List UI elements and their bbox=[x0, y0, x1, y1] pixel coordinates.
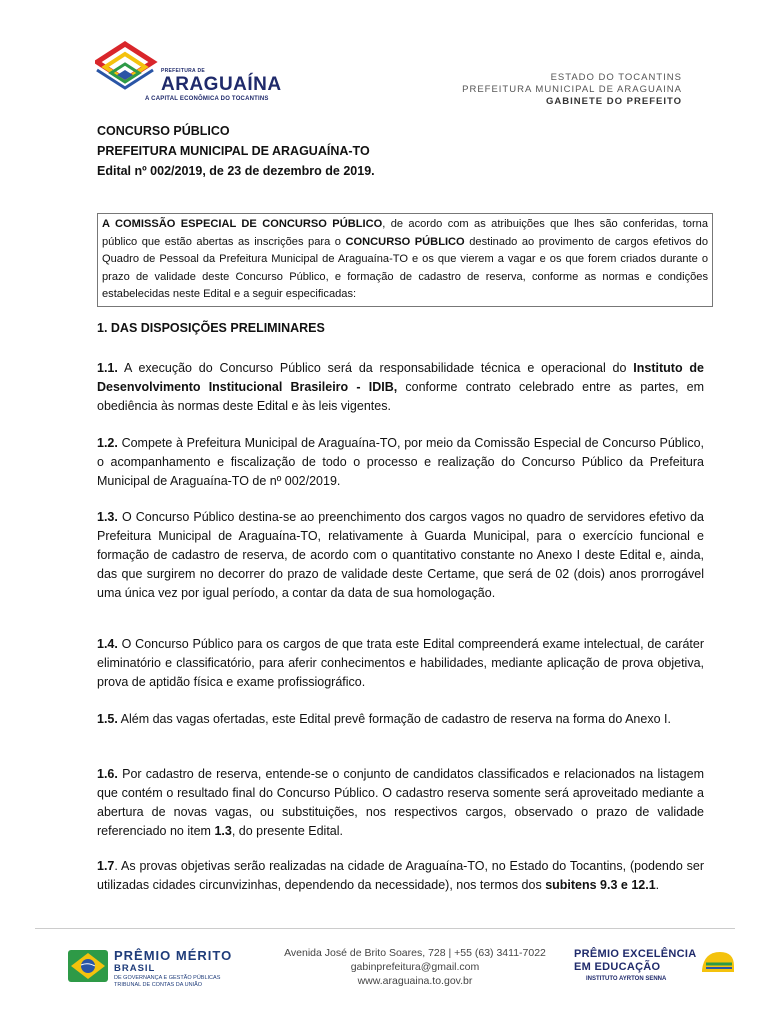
paragraph-text: O Concurso Público destina-se ao preenchimento dos cargos vagos no quadro de servidores efetivo da Prefeitura Municipal de Araguaína-TO, relativamente à Guarda Municipal, para o exercício funcional e formação de cadastro de reserva, de acordo com o quantitativo constante no Anexo I deste Edital e, ainda, das que surgirem no decorrer do prazo de validade deste Certame, que será de 02 (dois) anos prorrogável uma única vez por igual período, a contar da data de sua homologação. bbox=[97, 510, 704, 600]
logo-prefix: PREFEITURA DE bbox=[161, 68, 205, 74]
intro-text-2: destinado ao provimento de cargos efetivos do Quadro de Pessoal da Prefeitura Municipal de Araguaína-TO e os que vierem a vagar e os que forem criados durante o prazo de validade deste Concurso Público, e formação de cadastro de reserva, conforme as normas e condições estabelecidas neste Edital e a seguir especificadas: bbox=[102, 235, 708, 301]
helmet-icon bbox=[698, 948, 738, 978]
footer-email: gabinprefeitura@gmail.com bbox=[350, 961, 480, 973]
paragraph-number: 1.1. bbox=[97, 361, 118, 375]
paragraph-text: A execução do Concurso Público será da responsabilidade técnica e operacional do bbox=[117, 361, 634, 375]
paragraph-bold: subitens 9.3 e 12.1 bbox=[545, 878, 656, 892]
paragraph-text: Por cadastro de reserva, entende-se o conjunto de candidatos classificados e relacionados na listagem que contém o resultado final do Concurso Público. O cadastro reserva somente será aproveitado mediante a abertura de novas vagas, ou substituições, nos respectivos cargos, observado o prazo de validade referenciado no item bbox=[97, 767, 704, 838]
award-right-title: PRÊMIO EXCELÊNCIA bbox=[574, 948, 697, 960]
paragraph-text: . bbox=[655, 878, 660, 892]
header-office: GABINETE DO PREFEITO bbox=[546, 96, 682, 107]
paragraph-bold: 1.3 bbox=[214, 824, 232, 838]
paragraph-text: Compete à Prefeitura Municipal de Araguaína-TO, por meio da Comissão Especial de Concurso Público, o acompanhamento e fiscalização de todo o processo e realização do Concurso Público da Prefeitura Municipal de Araguaína-TO de nº 002/2019. bbox=[97, 436, 704, 488]
paragraph-1-5 bbox=[97, 710, 704, 729]
brazil-map-icon bbox=[66, 944, 110, 988]
paragraph-1-3 bbox=[97, 508, 704, 603]
paragraph-1-6 bbox=[97, 765, 704, 841]
footer-divider bbox=[35, 928, 735, 929]
intro-bold-commission: A COMISSÃO ESPECIAL DE CONCURSO PÚBLICO bbox=[102, 218, 383, 230]
city-logo bbox=[95, 40, 285, 106]
section-heading: 1. DAS DISPOSIÇÕES PRELIMINARES bbox=[97, 321, 325, 335]
award-left-caption: DE GOVERNANÇA E GESTÃO PÚBLICAS TRIBUNAL DE CONTAS DA UNIÃO bbox=[114, 975, 221, 988]
paragraph-number: 1.2. bbox=[97, 436, 118, 450]
intro-bold-contest: CONCURSO PÚBLICO bbox=[345, 235, 465, 248]
paragraph-text: , do presente Edital. bbox=[231, 824, 344, 838]
paragraph-text: . As provas objetivas serão realizadas na cidade de Araguaína-TO, no Estado do Tocantins, (podendo ser utilizadas cidades circunvizinhas, dependendo da necessidade), nos termos dos bbox=[97, 859, 704, 892]
award-right-caption: INSTITUTO AYRTON SENNA bbox=[586, 976, 667, 982]
award-left-subtitle: BRASIL bbox=[114, 963, 156, 974]
paragraph-text: O Concurso Público para os cargos de que trata este Edital compreenderá exame intelectual, de caráter eliminatório e classificatório, para aferir conhecimentos e habilidades, mediante aplicação de prova objetiva, prova de aptidão física e exame profissiográfico. bbox=[97, 637, 704, 689]
paragraph-number: 1.3. bbox=[97, 510, 118, 524]
paragraph-number: 1.7 bbox=[97, 859, 115, 873]
footer-website: www.araguaina.to.gov.br bbox=[357, 975, 473, 987]
award-left-title: PRÊMIO MÉRITO bbox=[114, 948, 233, 963]
title-line-1: CONCURSO PÚBLICO bbox=[97, 124, 230, 138]
header-state: ESTADO DO TOCANTINS bbox=[550, 72, 682, 83]
header-government-block bbox=[462, 72, 682, 108]
paragraph-bold: Instituto de Desenvolvimento Institucional Brasileiro - IDIB, bbox=[97, 361, 705, 394]
paragraph-number: 1.5. bbox=[97, 712, 118, 726]
title-line-3: Edital nº 002/2019, de 23 de dezembro de 2019. bbox=[97, 164, 375, 178]
paragraph-1-4 bbox=[97, 635, 704, 692]
paragraph-number: 1.4. bbox=[97, 637, 118, 651]
paragraph-text: Além das vagas ofertadas, este Edital prevê formação de cadastro de reserva na forma do Anexo I. bbox=[117, 712, 671, 726]
footer-address: Avenida José de Brito Soares, 728 | +55 (63) 3411-7022 bbox=[284, 947, 546, 959]
paragraph-text: conforme contrato celebrado entre as partes, em obediência às normas deste Edital e às leis vigentes. bbox=[97, 380, 704, 413]
logo-city-name: ARAGUAÍNA bbox=[161, 74, 282, 95]
title-line-2: PREFEITURA MUNICIPAL DE ARAGUAÍNA-TO bbox=[97, 144, 370, 158]
paragraph-number: 1.6. bbox=[97, 767, 118, 781]
paragraph-1-1 bbox=[97, 359, 704, 416]
intro-box bbox=[97, 213, 713, 307]
paragraph-1-2 bbox=[97, 434, 704, 491]
award-excelencia-educacao bbox=[574, 948, 744, 988]
award-right-subtitle: EM EDUCAÇÃO bbox=[574, 961, 661, 973]
footer-contact bbox=[270, 946, 560, 988]
intro-text-1: , de acordo com as atribuições que lhes são conferidas, torna público que estão abertas as inscrições para o bbox=[102, 218, 708, 248]
paragraph-1-7 bbox=[97, 857, 704, 895]
logo-tagline: A CAPITAL ECONÔMICA DO TOCANTINS bbox=[145, 96, 269, 102]
document-title bbox=[97, 121, 375, 181]
header-prefecture: PREFEITURA MUNICIPAL DE ARAGUAINA bbox=[462, 84, 682, 95]
award-merito-brasil bbox=[66, 944, 246, 994]
